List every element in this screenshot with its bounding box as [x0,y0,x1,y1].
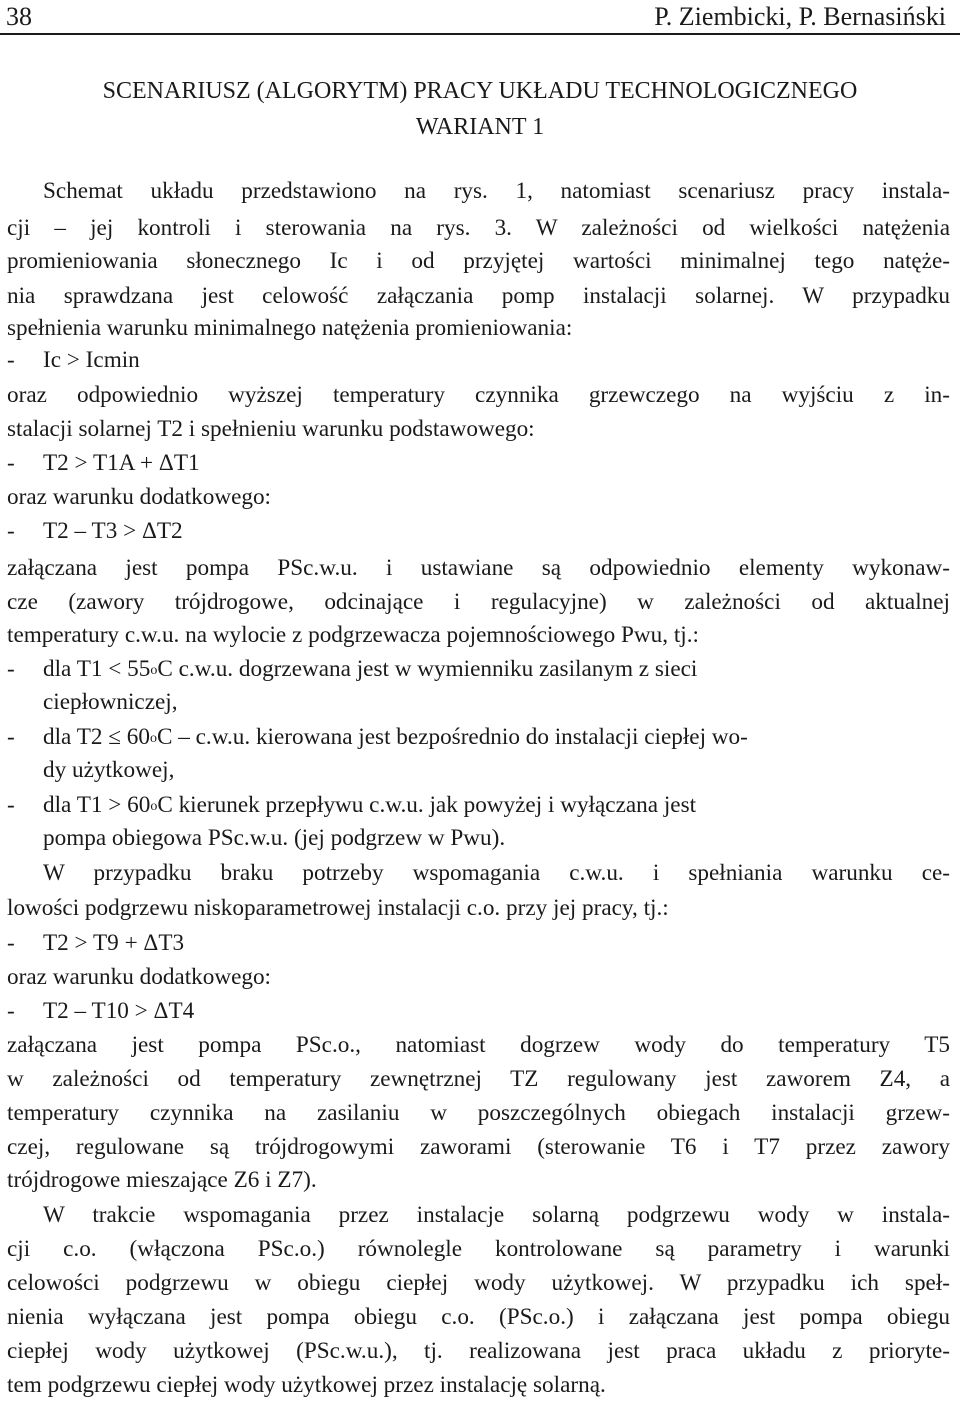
body-line: załączana jest pompa PSc.w.u. i ustawiane są odpowiednio elementy wykonaw- [7,555,950,581]
list-item [7,721,950,753]
condition-text: Ic > Icmin [43,347,140,373]
body-line: W trakcie wspomagania przez instalacje solarną podgrzewu wody w instala- [43,1202,950,1228]
body-line: temperatury czynnika na zasilaniu w poszczególnych obiegach instalacji grzew- [7,1100,950,1126]
list-item-text: dla T1 > 60 [43,792,151,818]
list-dash: - [7,656,15,682]
list-dash: - [7,347,15,373]
list-dash: - [7,724,15,750]
body-line: lowości podgrzewu niskoparametrowej instalacji c.o. przy jej pracy, tj.: [7,895,669,921]
section-subtitle: WARIANT 1 [415,114,545,140]
list-dash: - [7,998,15,1024]
condition-text: T2 – T3 > ΔT2 [43,518,183,544]
header-divider [0,33,960,35]
body-line: ciepłej wody użytkowej (PSc.w.u.), tj. realizowana jest praca układu z priorytе- [7,1338,950,1364]
list-item-text: dla T1 < 55 [43,656,151,682]
list-item-continuation: ciepłowniczej, [43,689,178,715]
list-item-continuation: dy użytkowej, [43,757,175,783]
body-line: załączana jest pompa PSc.o., natomiast dogrzew wody do temperatury T5 [7,1032,950,1058]
page-number: 38 [6,2,32,31]
body-line: W przypadku braku potrzeby wspomagania c.w.u. i spełniania warunku ce- [43,860,950,886]
list-item-text: C – c.w.u. kierowana jest bezpośrednio do instalacji ciepłej wo- [156,724,748,750]
condition-text: T2 > T9 + ΔT3 [43,930,185,956]
list-item-text: C kierunek przepływu c.w.u. jak powyżej i wyłączana jest [157,792,697,818]
condition-line [7,927,950,959]
condition-line [7,344,950,376]
running-header-authors: P. Ziembicki, P. Bernasiński [654,2,946,31]
body-line: trójdrogowe mieszające Z6 i Z7). [7,1167,317,1193]
condition-line [7,515,950,547]
list-dash: - [7,518,15,544]
list-dash: - [7,450,15,476]
list-item [7,789,950,821]
list-item [7,653,950,685]
degree-superscript: o [150,799,158,814]
body-line: oraz warunku dodatkowego: [7,964,271,990]
degree-superscript: o [149,731,157,746]
body-line: tem podgrzewu ciepłej wody użytkowej przez instalację solarną. [7,1372,606,1398]
body-line: celowości podgrzewu w obiegu ciepłej wody użytkowej. W przypadku ich speł- [7,1270,950,1296]
list-dash: - [7,792,15,818]
body-line: cze (zawory trójdrogowe, odcinające i regulacyjne) w zależności od aktualnej [7,589,950,615]
body-line: cji c.o. (włączona PSc.o.) równolegle kontrolowane są parametry i warunki [7,1236,950,1262]
condition-text: T2 > T1A + ΔT1 [43,450,200,476]
body-line: oraz odpowiednio wyższej temperatury czynnika grzewczego na wyjściu z in- [7,382,950,408]
body-line: czej, regulowane są trójdrogowymi zaworami (sterowanie T6 i T7 przez zawory [7,1134,950,1160]
body-line: nia sprawdzana jest celowość załączania pomp instalacji solarnej. W przypadku [7,283,950,309]
body-line: temperatury c.w.u. na wylocie z podgrzewacza pojemnościowego Pwu, tj.: [7,622,699,648]
condition-text: T2 – T10 > ΔT4 [43,998,195,1024]
body-line: Schemat układu przedstawiono na rys. 1, natomiast scenariusz pracy instala- [43,178,950,204]
condition-line [7,447,950,479]
list-item-text: C c.w.u. dogrzewana jest w wymienniku zasilanym z sieci [157,656,698,682]
body-line: w zależności od temperatury zewnętrznej TZ regulowany jest zaworem Z4, a [7,1066,950,1092]
list-item-continuation: pompa obiegowa PSc.w.u. (jej podgrzew w Pwu). [43,825,506,851]
section-title: SCENARIUSZ (ALGORYTM) PRACY UKŁADU TECHNOLOGICZNEGO [102,78,858,104]
body-line: oraz warunku dodatkowego: [7,484,271,510]
body-line: promieniowania słonecznego Ic i od przyjętej wartości minimalnej tego natęże- [7,248,950,274]
list-item-text: dla T2 ≤ 60 [43,724,150,750]
body-line: stalacji solarnej T2 i spełnieniu warunku podstawowego: [7,416,535,442]
body-line: nienia wyłączana jest pompa obiegu c.o. (PSc.o.) i załączana jest pompa obiegu [7,1304,950,1330]
condition-line [7,995,950,1027]
body-line: cji – jej kontroli i sterowania na rys. 3. W zależności od wielkości natężenia [7,215,950,241]
list-dash: - [7,930,15,956]
degree-superscript: o [150,663,158,678]
body-line: spełnienia warunku minimalnego natężenia promieniowania: [7,315,573,341]
